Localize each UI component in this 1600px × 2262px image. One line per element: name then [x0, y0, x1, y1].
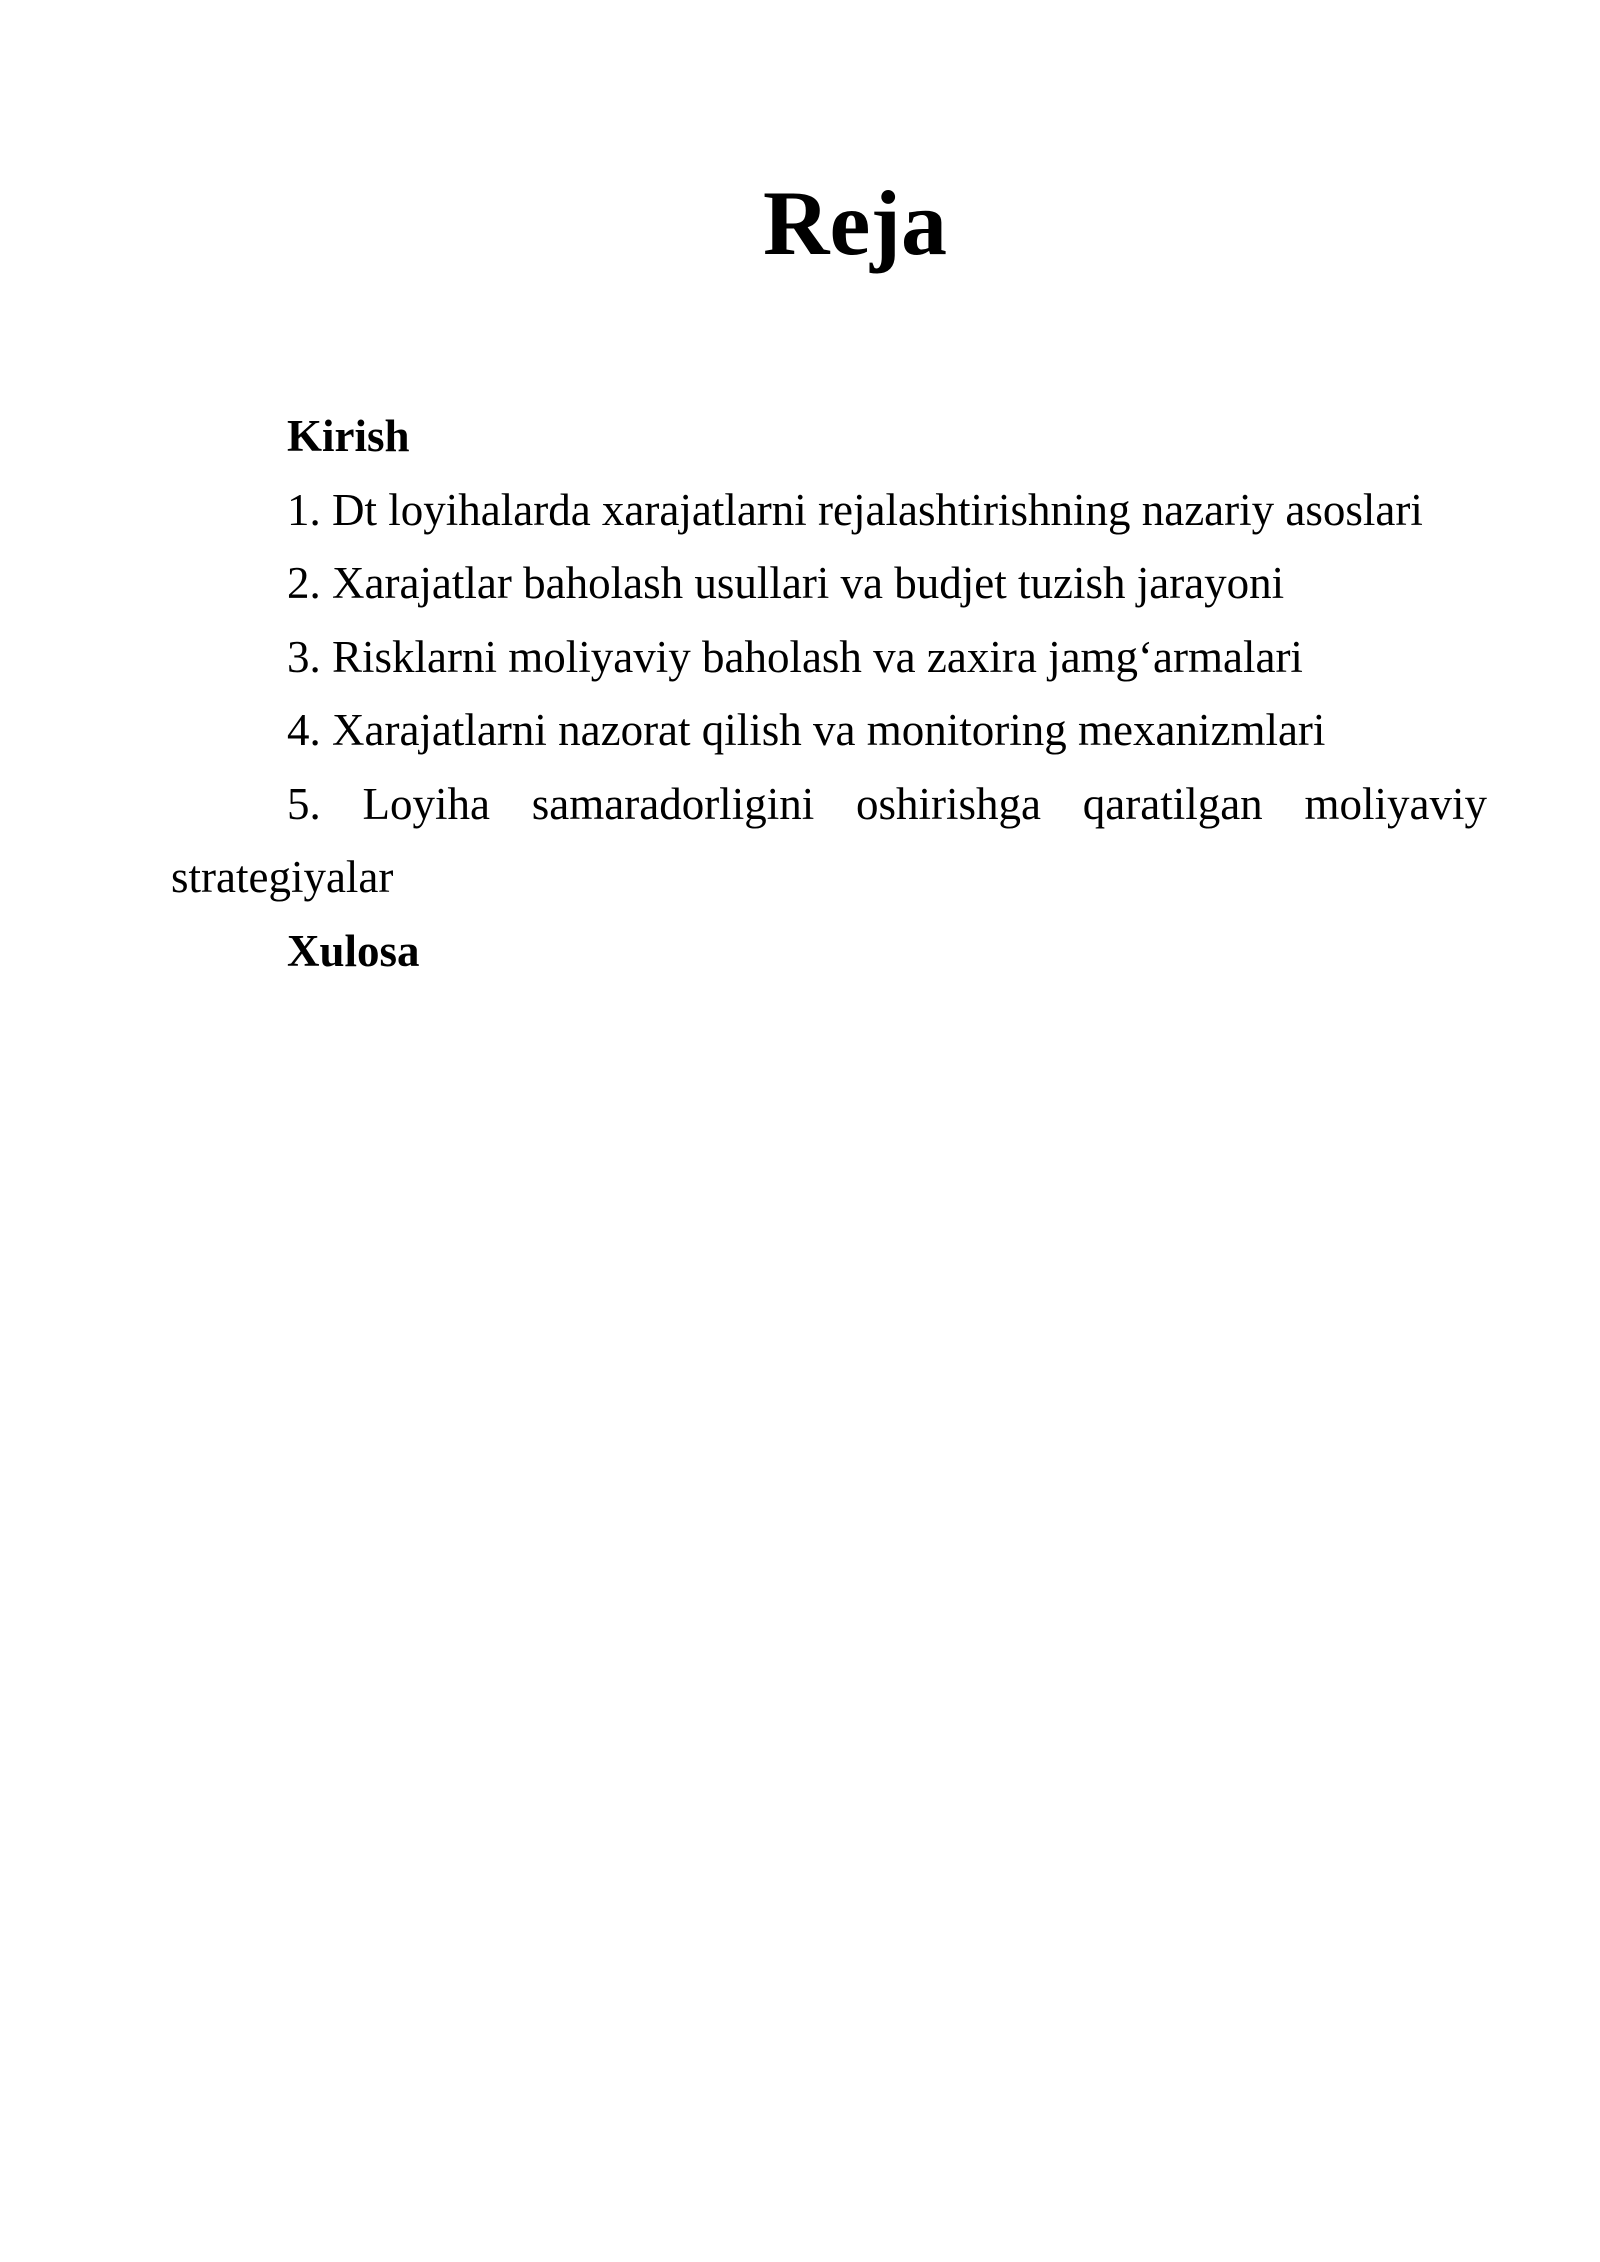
toc-item-3: [229, 621, 1487, 695]
toc-item-4: [229, 694, 1487, 768]
toc-intro: Kirish: [287, 411, 410, 461]
toc-item-2: [229, 547, 1487, 621]
toc-item-word: moliyaviy: [1304, 778, 1487, 829]
toc-conclusion: Xulosa: [287, 925, 420, 976]
table-of-contents: [171, 400, 1487, 988]
toc-item-text: Xarajatlarni nazorat qilish va monitoring mexanizmlari: [332, 705, 1326, 755]
toc-item-number: 2.: [287, 558, 321, 608]
toc-item-number: 3.: [287, 631, 321, 682]
toc-item-number: 4.: [287, 705, 321, 755]
toc-item-text: Xarajatlar baholash usullari va budjet tuzish jarayoni: [332, 558, 1285, 608]
toc-item-1: [229, 474, 1487, 548]
toc-item-word: Loyiha: [362, 778, 490, 829]
toc-item-text: Dt loyihalarda xarajatlarni rejalashtirishning nazariy asoslari: [332, 484, 1423, 535]
toc-item-word: samaradorligini: [531, 778, 815, 829]
toc-item-5-continuation: strategiyalar: [171, 852, 394, 902]
toc-item-5: [229, 768, 1487, 842]
toc-item-word: oshirishga: [855, 778, 1041, 829]
page-title: Reja: [763, 172, 947, 274]
toc-item-number: 1.: [287, 484, 321, 535]
toc-item-word: qaratilgan: [1082, 778, 1263, 829]
toc-item-number: 5.: [287, 778, 321, 829]
toc-item-text: Risklarni moliyaviy baholash va zaxira jamg‘armalari: [332, 631, 1303, 682]
